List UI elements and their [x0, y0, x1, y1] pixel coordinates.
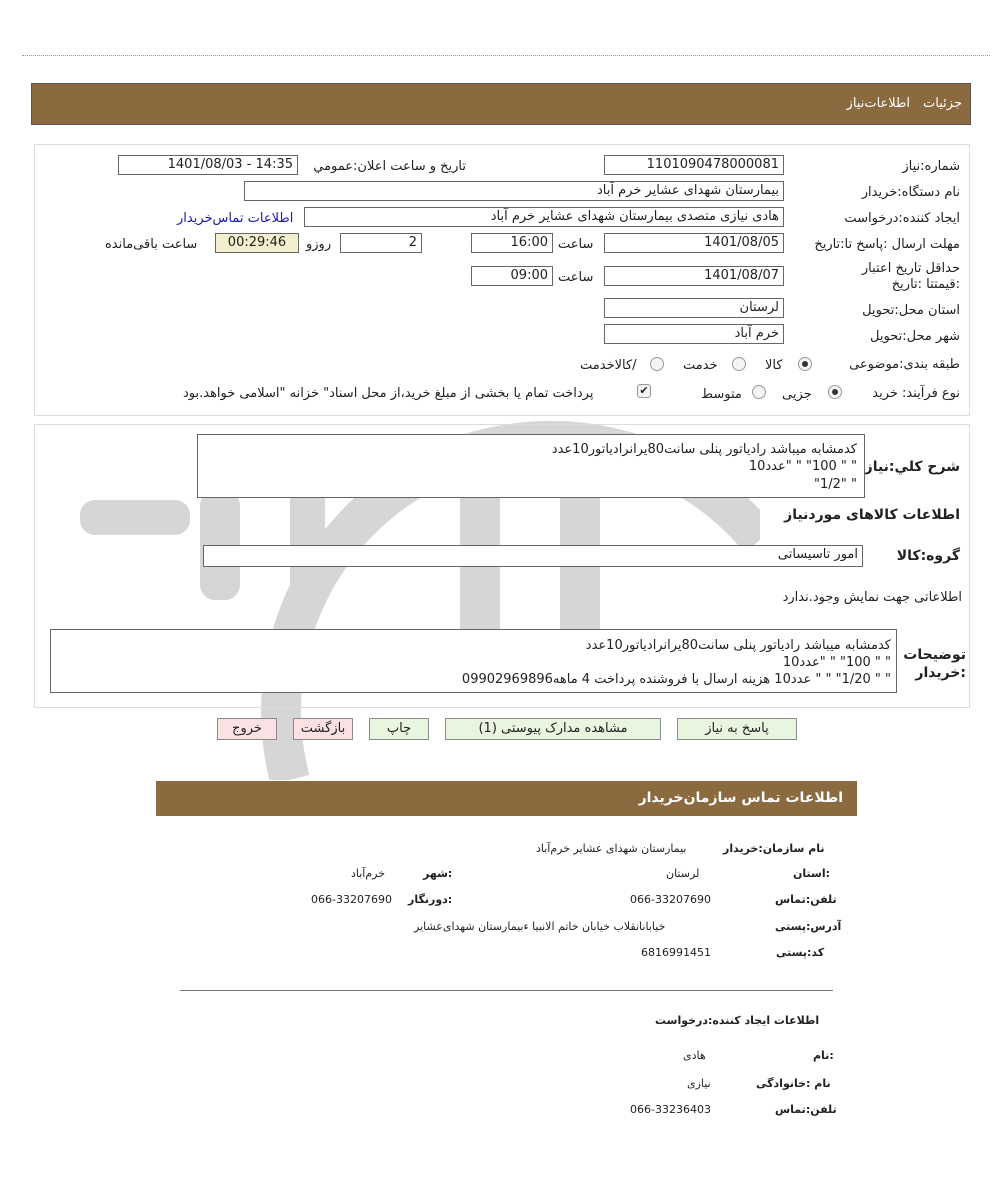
contact-title: اطلاعات تماس سازمان‌خریدار: [638, 790, 843, 806]
buyer-notes-line1: کدمشابه میباشد رادیاتور پنلی سانت80یرانرادیاتور10عدد: [585, 638, 891, 653]
creator-family-value: نیازی: [687, 1077, 711, 1090]
goods-info-title: اطلاعات کالاهای مورد‌نیاز: [784, 507, 960, 523]
deadline-time-label: ساعت: [558, 237, 594, 252]
tab-need-info[interactable]: اطلاعات‌نیاز: [846, 96, 910, 111]
category-radio-service[interactable]: [732, 357, 746, 371]
deadline-time-field: 16:00: [471, 233, 553, 253]
general-desc-line3: " "1/2": [814, 477, 857, 492]
contact-divider: [180, 990, 833, 991]
category-label: طبقه بندی:موضوعی: [849, 357, 960, 372]
remaining-timer: 00:29:46: [215, 233, 299, 253]
contact-fax-label: :دورنگار: [408, 893, 453, 906]
province-field: لرستان: [604, 298, 784, 318]
header-bar: [31, 83, 971, 125]
print-button[interactable]: چاپ: [369, 718, 429, 740]
exit-button[interactable]: خروج: [217, 718, 277, 740]
contact-phone-value: 066-33207690: [630, 893, 711, 906]
deadline-date-field: 1401/08/05: [604, 233, 784, 253]
top-divider: [22, 55, 990, 56]
creator-name-label: :نام: [813, 1049, 834, 1062]
contact-city-label: :شهر: [423, 867, 453, 880]
days-field: 2: [340, 233, 422, 253]
remaining-label: ساعت باقی‌مانده: [105, 237, 198, 252]
category-goods-service-label: /کالاخدمت: [580, 358, 637, 373]
creator-name-value: هادی: [683, 1049, 706, 1062]
deadline-label: مهلت ارسال :پاسخ تا:تاریخ: [814, 237, 960, 252]
process-medium-label: متوسط: [701, 387, 742, 402]
contact-address-value: خیابانانقلاب خیابان خاتم الانبیا ءبیمارستان شهدای‌عشایر: [414, 920, 666, 933]
process-label: نوع فرآیند: خرید: [872, 386, 960, 401]
contact-org-label: نام سازمان:خریدار: [723, 842, 825, 855]
category-goods-label: کالا: [765, 358, 783, 373]
general-desc-line2: " " 100" " "عدد10: [748, 459, 857, 474]
contact-fax-value: 066-33207690: [311, 893, 392, 906]
validity-date-field: 1401/08/07: [604, 266, 784, 286]
creator-phone-label: تلفن:تماس: [775, 1103, 837, 1116]
buyer-contact-link[interactable]: اطلاعات تماس‌خریدار: [177, 211, 294, 226]
contact-header-bar: [156, 781, 857, 816]
back-button[interactable]: بازگشت: [293, 718, 353, 740]
days-label: روزو: [306, 237, 332, 252]
validity-time-field: 09:00: [471, 266, 553, 286]
buyer-notes-label: توضیحات :خریدار: [903, 647, 966, 681]
contact-city-value: خرم‌آباد: [351, 867, 386, 880]
contact-province-label: :استان: [793, 867, 830, 880]
creator-family-label: نام :خانوادگی: [756, 1077, 831, 1090]
payment-text: پرداخت تمام یا بخشی از مبلغ خرید،از محل اسناد" خزانه "اسلامی خواهد.بود: [183, 386, 594, 401]
need-number-field: 1101090478000081: [604, 155, 784, 175]
validity-label: حداقل تاریخ اعتبار :قیمتتا :تاریخ: [861, 261, 960, 292]
payment-checkbox[interactable]: ✔: [637, 384, 651, 398]
city-field: خرم آباد: [604, 324, 784, 344]
group-field: امور تاسیساتی: [203, 545, 863, 567]
reply-button[interactable]: پاسخ به نیاز: [677, 718, 797, 740]
category-service-label: خدمت: [683, 358, 718, 373]
process-minor-label: جزیی: [782, 387, 812, 402]
city-label: شهر محل:تحویل: [870, 329, 960, 344]
creator-field: هادی نیازی متصدی بیمارستان شهدای عشایر خرم آباد: [304, 207, 784, 227]
buyer-notes-line3: " " 1/20" " " عدد10 هزینه ارسال با فروشنده پرداخت 4 ماهه09902969896: [461, 672, 891, 687]
province-label: استان محل:تحویل: [862, 303, 960, 318]
general-desc-line1: کدمشابه میباشد رادیاتور پنلی سانت80یرانرادیاتور10عدد: [551, 442, 857, 457]
group-label: گروه:کالا: [896, 548, 960, 564]
contact-address-label: آدرس:پستی: [775, 920, 842, 933]
attachments-button[interactable]: مشاهده مدارک پیوستی (1): [445, 718, 661, 740]
creator-label: ایجاد کننده:درخواست: [844, 211, 960, 226]
buyer-org-field: بیمارستان شهدای عشایر خرم آباد: [244, 181, 784, 201]
announce-label: تاریخ و ساعت اعلان:عمومي: [313, 159, 466, 174]
category-radio-goods-service[interactable]: [650, 357, 664, 371]
creator-phone-value: 066-33236403: [630, 1103, 711, 1116]
general-desc-label: شرح کلي:نياز: [864, 459, 960, 475]
validity-time-label: ساعت: [558, 270, 594, 285]
no-info-text: اطلاعاتی جهت نمایش وجود.ندارد: [782, 590, 962, 605]
buyer-notes-line2: " " 100" " "عدد10: [782, 655, 891, 670]
contact-postal-value: 6816991451: [641, 946, 711, 959]
category-radio-goods[interactable]: [798, 357, 812, 371]
contact-phone-label: تلفن:تماس: [775, 893, 837, 906]
contact-postal-label: کد:پستی: [776, 946, 825, 959]
contact-province-value: لرستان: [666, 867, 700, 880]
process-radio-minor[interactable]: [828, 385, 842, 399]
buyer-org-label: نام دستگاه:خریدار: [861, 185, 960, 200]
need-number-label: شماره:نیاز: [902, 159, 960, 174]
contact-org-value: بیمارستان شهدای عشایر خرم‌آباد: [536, 842, 687, 855]
tab-details[interactable]: جزئیات: [923, 96, 962, 111]
announce-field: 1401/08/03 - 14:35: [118, 155, 298, 175]
creator-info-title: اطلاعات ایجاد کننده:درخواست: [655, 1014, 820, 1027]
process-radio-medium[interactable]: [752, 385, 766, 399]
